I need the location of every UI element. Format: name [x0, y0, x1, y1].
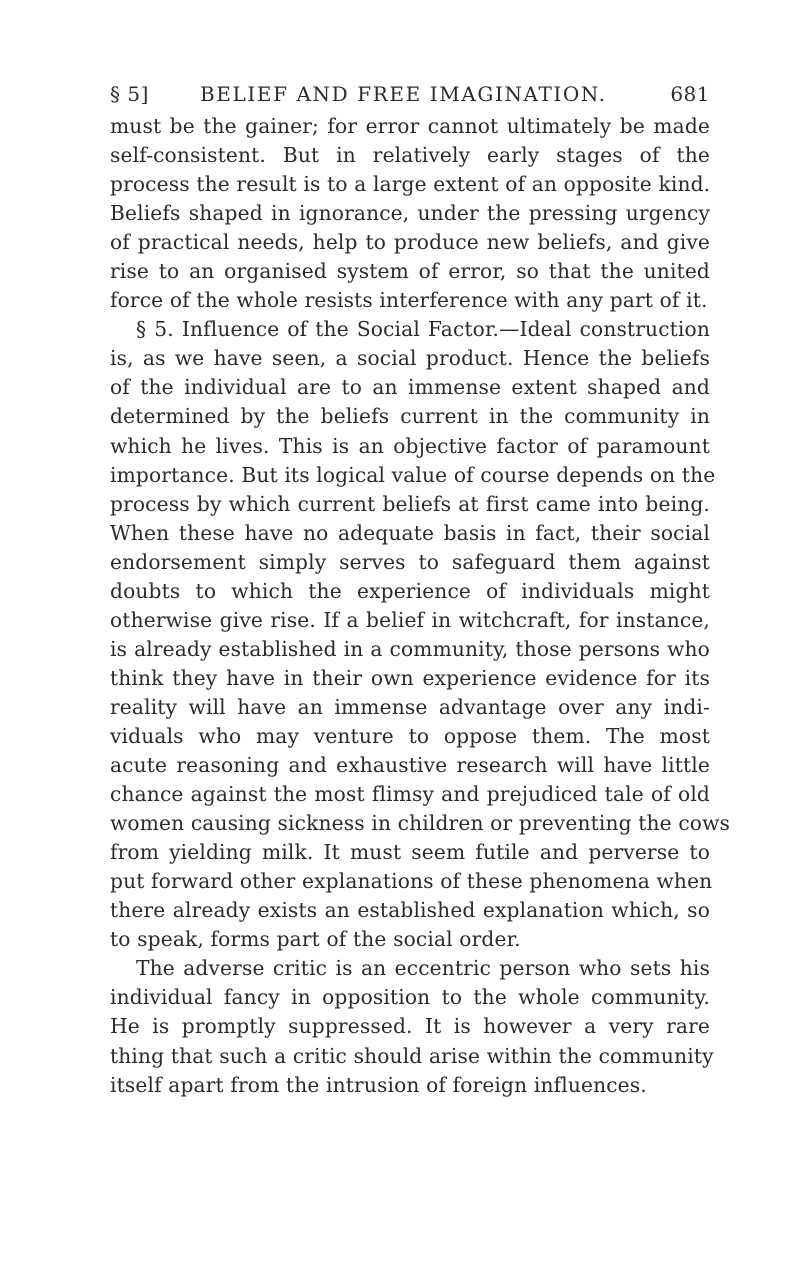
text-line: determined by the beliefs current in the community in — [110, 404, 710, 429]
text-line: acute reasoning and exhaustive research will have little — [110, 753, 710, 778]
text-line: process by which current beliefs at first came into being. — [110, 491, 710, 516]
text-line: itself apart from the intrusion of foreign influences. — [110, 1072, 647, 1097]
text-line: must be the gainer; for error cannot ultimately be made — [110, 114, 710, 138]
text-line: importance. But its logical value of course depends on the — [110, 462, 716, 487]
text-line: of practical needs, help to produce new beliefs, and give — [110, 230, 710, 255]
text-line: doubts to which the experience of individuals might — [110, 578, 710, 603]
text-line: When these have no adequate basis in fact, their social — [110, 520, 710, 545]
text-line: process the result is to a large extent of an opposite kind. — [110, 172, 711, 197]
text-line: individual fancy in opposition to the whole community. — [110, 985, 710, 1010]
text-line: The adverse critic is an eccentric person who sets his — [136, 956, 710, 981]
text-line: Beliefs shaped in ignorance, under the pressing urgency — [110, 201, 710, 226]
text-line: which he lives. This is an objective factor of paramount — [110, 433, 710, 458]
text-line: self-consistent. But in relatively early stages of the — [110, 143, 710, 168]
text-line: from yielding milk. It must seem futile and perverse to — [110, 840, 710, 865]
text-line: is already established in a community, those persons who — [110, 636, 710, 661]
text-line: otherwise give rise. If a belief in witchcraft, for instance, — [110, 607, 710, 632]
text-line: reality will have an immense advantage over any indi- — [110, 694, 710, 719]
running-head — [110, 82, 710, 112]
text-line: chance against the most flimsy and prejudiced tale of old — [110, 782, 710, 807]
text-line: there already exists an established explanation which, so — [110, 898, 710, 923]
section-heading-line: § 5. Influence of the Social Factor.—Ideal construction — [136, 317, 710, 342]
text-line: is, as we have seen, a social product. Hence the beliefs — [110, 346, 710, 371]
text-line: He is promptly suppressed. It is however a very rare — [110, 1014, 710, 1039]
text-line: thing that such a critic should arise within the community — [110, 1043, 714, 1068]
text-line: of the individual are to an immense extent shaped and — [110, 375, 710, 400]
text-line: put forward other explanations of these phenomena when — [110, 869, 713, 894]
text-line: endorsement simply serves to safeguard them against — [110, 549, 710, 574]
page-number: 681 — [670, 82, 710, 106]
text-line: think they have in their own experience evidence for its — [110, 665, 710, 690]
page-title: BELIEF AND FREE IMAGINATION. — [200, 82, 607, 106]
body-text — [110, 112, 731, 1100]
text-line: to speak, forms part of the social order. — [110, 927, 521, 952]
text-line: rise to an organised system of error, so that the united — [110, 259, 710, 284]
section-marker: § 5] — [110, 82, 149, 106]
text-line: viduals who may venture to oppose them. The most — [110, 723, 710, 748]
text-line: women causing sickness in children or preventing the cows — [110, 811, 731, 836]
text-line: force of the whole resists interference with any part of it. — [110, 288, 708, 313]
